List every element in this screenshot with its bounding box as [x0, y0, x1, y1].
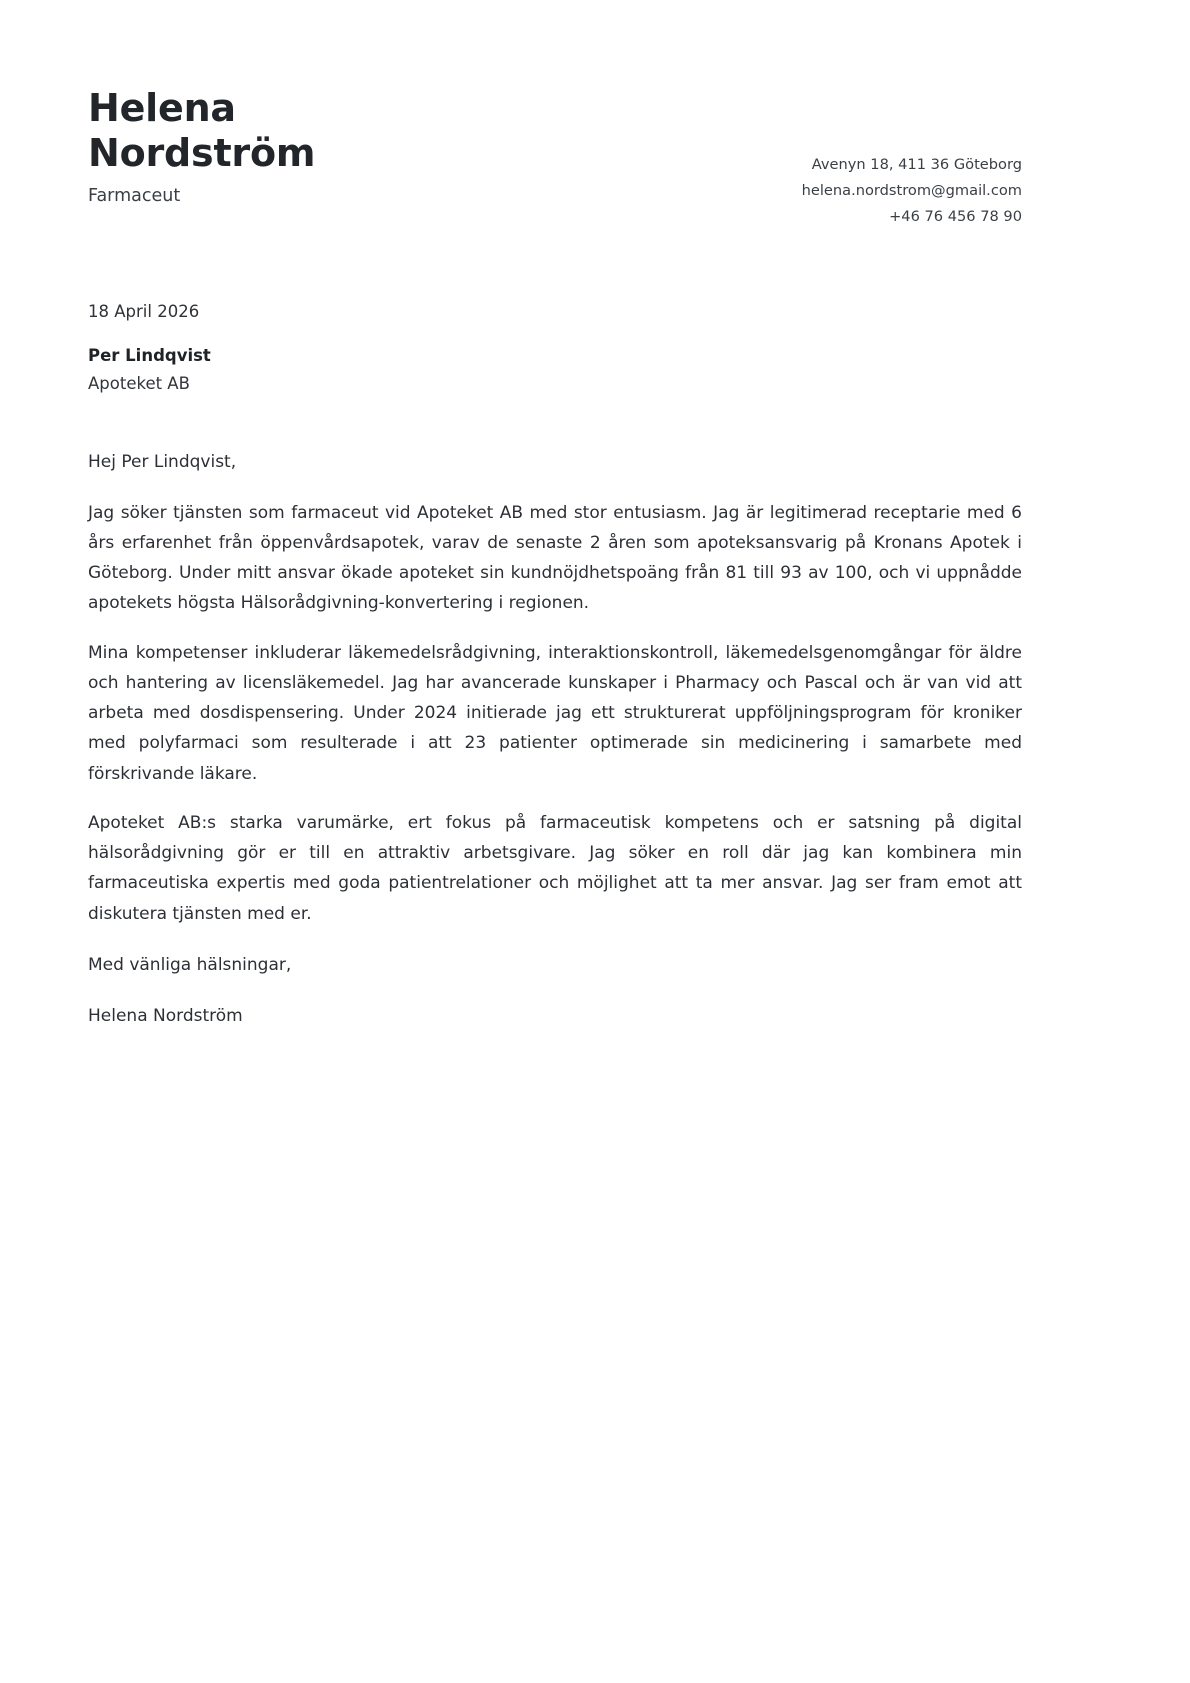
- letter-paragraph-1: Jag söker tjänsten som farmaceut vid Apoteket AB med stor entusiasm. Jag är legitimerad receptarie med 6 års erfarenhet från öppenvårdsapotek, varav de senaste 2 åren som apoteksansvarig på Kronans Apotek i Göteborg. Under mitt ansvar ökade apoteket sin kundnöjdhetspoäng från 81 till 93 av 100, och vi uppnådde apotekets högsta Hälsorådgivning-konvertering i regionen.: [88, 502, 1022, 614]
- recipient-block: [88, 344, 1022, 398]
- first-name-text: Helena: [88, 86, 236, 130]
- letter-date: 18 April 2026: [88, 301, 200, 321]
- contact-email: helena.nordstrom@gmail.com: [801, 181, 1022, 199]
- letter-salutation: Hej Per Lindqvist,: [88, 452, 237, 473]
- letter-meta: [88, 300, 1022, 397]
- letter-paragraph-3: Apoteket AB:s starka varumärke, ert fokus på farmaceutisk kompetens och er satsning på digital hälsorådgivning gör er till en attraktiv arbetsgivare. Jag söker en roll där jag kan kombinera min farmaceutiska expertis med goda patientrelationer och möjlighet att ta mer ansvar. Jag ser fram emot att diskutera tjänsten med er.: [88, 812, 1022, 924]
- applicant-job-title: Farmaceut: [88, 186, 181, 207]
- recipient-company: Apoteket AB: [88, 374, 190, 394]
- applicant-name: [88, 86, 315, 176]
- letter-body: [88, 449, 1022, 1029]
- recipient-name: Per Lindqvist: [88, 345, 211, 365]
- first-name-line: [88, 86, 236, 131]
- letter-signature: Helena Nordström: [88, 1006, 243, 1027]
- letter-closing: Med vänliga hälsningar,: [88, 954, 292, 975]
- last-name-text: Nordström: [88, 131, 316, 176]
- letter-paragraph-2: Mina kompetenser inkluderar läkemedelsrådgivning, interaktionskontroll, läkemedelsgenomgångar för äldre och hantering av licensläkemedel. Jag har avancerade kunskaper i Pharmacy och Pascal och är van vid att arbeta med dosdispensering. Under 2024 initierade jag ett strukturerat uppföljningsprogram för kroniker med polyfarmaci som resulterade i att 23 patienter optimerade sin medicinering i samarbete med förskrivande läkare.: [88, 642, 1022, 784]
- contact-phone: +46 76 456 78 90: [889, 207, 1022, 225]
- last-name-line: [88, 131, 315, 176]
- letter-header: [88, 70, 1022, 230]
- contact-block: [802, 86, 1022, 230]
- contact-address: Avenyn 18, 411 36 Göteborg: [811, 156, 1022, 173]
- identity-block: [88, 86, 315, 208]
